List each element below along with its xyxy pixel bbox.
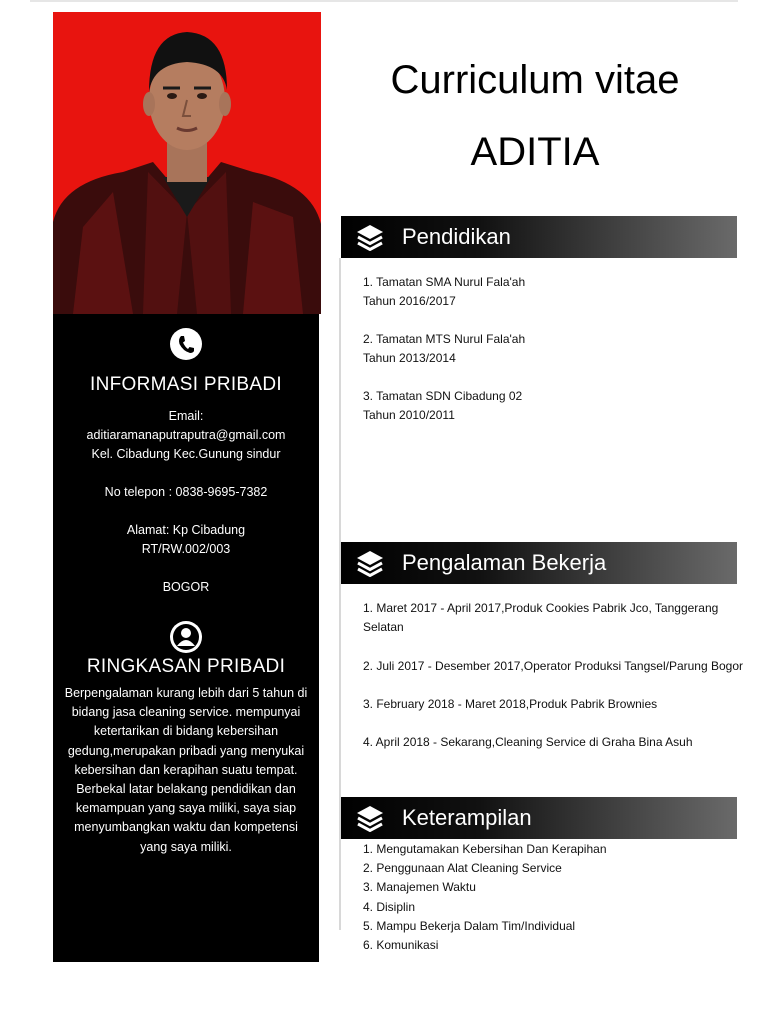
address-line: Kel. Cibadung Kec.Gunung sindur (91, 447, 281, 461)
email-value: aditiaramanaputraputra@gmail.com (86, 428, 286, 442)
document-title: Curriculum vitae (390, 58, 680, 102)
experience-item (363, 695, 657, 714)
phone-icon (169, 327, 203, 361)
experience-item-text: 2. Juli 2017 - Desember 2017,Operator Produksi Tangsel/Parung Bogor (363, 659, 743, 673)
city: BOGOR (162, 580, 210, 594)
experience-title: Pengalaman Bekerja (402, 550, 607, 575)
alamat-line-1: Alamat: Kp Cibadung (126, 523, 246, 537)
top-divider (30, 0, 738, 2)
email-label: Email: (168, 409, 204, 423)
experience-item-text: 4. April 2018 - Sekarang,Cleaning Service di Graha Bina Asuh (363, 735, 693, 749)
summary-heading: RINGKASAN PRIBADI (86, 656, 286, 677)
user-icon (169, 620, 203, 654)
phone-number: No telepon : 0838-9695-7382 (104, 485, 268, 499)
layers-icon (355, 549, 385, 577)
education-item (363, 330, 525, 368)
summary-paragraph-1: Berpengalaman kurang lebih dari 5 tahun di bidang jasa cleaning service. mempunyai ketertarikan di bidang kebersihan gedung,merupakan pribadi yang menyukai kebersihan dan kerapihan suatu tempat. (64, 686, 308, 777)
experience-item-text: 1. Maret 2017 - April 2017,Produk Cookies Pabrik Jco, Tanggerang Selatan (363, 601, 719, 634)
candidate-name: ADITIA (470, 130, 600, 174)
summary-text (61, 684, 311, 857)
layers-icon (355, 223, 385, 251)
skills-title: Keterampilan (402, 805, 532, 830)
education-item-school: 1. Tamatan SMA Nurul Fala'ah (363, 275, 526, 289)
experience-item (363, 733, 693, 752)
skill-item: 5. Mampu Bekerja Dalam Tim/Individual (363, 918, 576, 933)
skill-item: 4. Disiplin (363, 899, 416, 914)
sidebar (53, 314, 319, 962)
education-item-school: 2. Tamatan MTS Nurul Fala'ah (363, 332, 526, 346)
education-title: Pendidikan (402, 224, 511, 249)
experience-item (363, 657, 743, 676)
experience-section-header (341, 542, 737, 584)
skill-item: 1. Mengutamakan Kebersihan Dan Kerapihan (363, 842, 607, 856)
skills-list (363, 840, 607, 955)
layers-icon (355, 804, 385, 832)
profile-photo (53, 12, 321, 314)
education-item-year: Tahun 2010/2011 (363, 408, 455, 422)
alamat-line-2: RT/RW.002/003 (141, 542, 231, 556)
education-item-year: Tahun 2013/2014 (363, 351, 456, 365)
experience-item (363, 599, 738, 637)
education-section-header (341, 216, 737, 258)
skill-item: 3. Manajemen Waktu (363, 880, 476, 895)
summary-paragraph-2: Berbekal latar belakang pendidikan dan kemampuan yang saya miliki, saya siap menyumbangkan waktu dan kompetensi yang saya miliki. (74, 782, 298, 854)
education-item-year: Tahun 2016/2017 (363, 294, 456, 308)
skill-item: 6. Komunikasi (363, 938, 439, 953)
skills-section-header (341, 797, 737, 839)
skill-item: 2. Penggunaan Alat Cleaning Service (363, 861, 562, 876)
info-heading: INFORMASI PRIBADI (90, 374, 282, 395)
experience-item-text: 3. February 2018 - Maret 2018,Produk Pabrik Brownies (363, 697, 658, 711)
education-item (363, 273, 525, 311)
education-item (363, 387, 522, 425)
education-item-school: 3. Tamatan SDN Cibadung 02 (363, 389, 523, 403)
contact-details (53, 407, 319, 597)
